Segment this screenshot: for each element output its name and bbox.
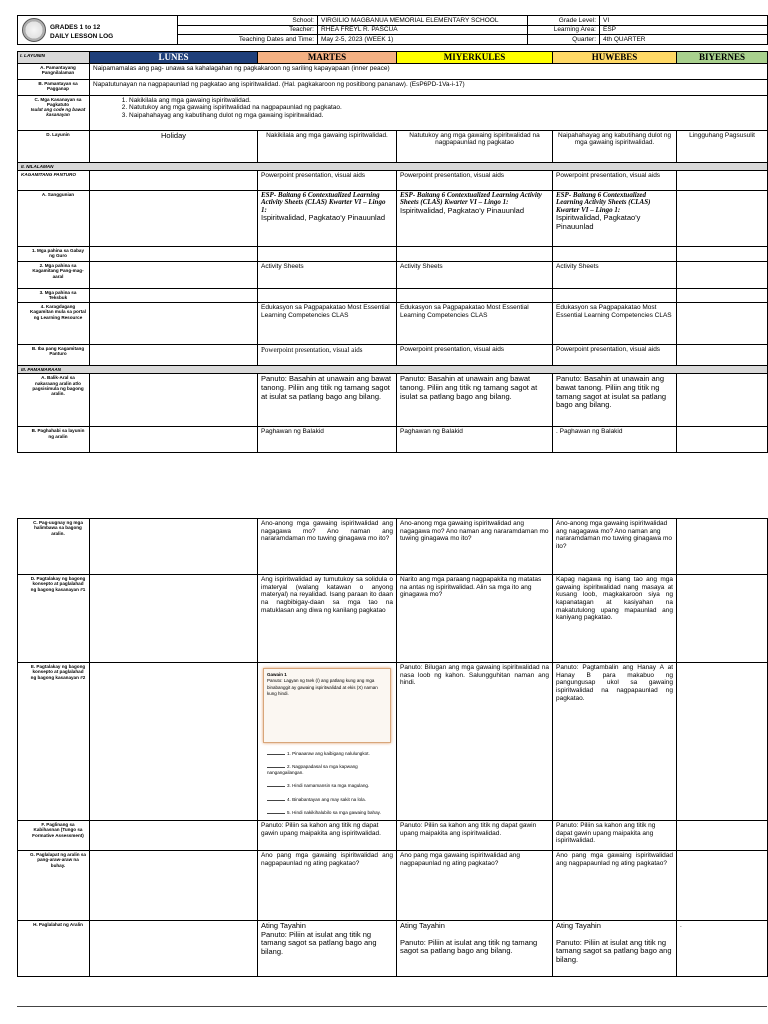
list-item: 2. Natutukoy ang mga gawaing ispiritwalidad na nagpapaunlad ng pagkatao.	[129, 104, 764, 112]
pagtalakay-1-martes: Ang ispiritwalidad ay tumutukoy sa solidula o imateryal (walang katawan o anyong materyal) na reyalidad. Isang paraan ito daan na nagbibigay-daan sa mga tao na matuklasan ang diwa ng kanilang pagkatao	[258, 575, 397, 663]
paglalahat-martes	[258, 921, 397, 977]
worksheet-item: 1. Pinaaaraw ang kaibigang nalulungkot.	[267, 751, 393, 756]
layunin-huwebes: Naipahahayag ang kabutihang dulot ng mga gawaing ispiritwalidad.	[553, 130, 677, 162]
day-miyerkules: MIYERKULES	[397, 52, 553, 64]
tayahin-text: Panuto: Piliin at isulat ang titik ng tamang sagot sa patlang bago ang bilang.	[556, 937, 672, 964]
school-label: School:	[178, 16, 318, 26]
layunin-biyernes: Lingguhang Pagsusulit	[677, 130, 768, 162]
row-label-sanggunian: A. Sanggunian	[18, 191, 90, 247]
teacher-value: RHEA FREYL R. PASCUA	[318, 25, 528, 35]
quarter-value: 4th QUARTER	[600, 35, 768, 45]
iba-pang-kagamitan-martes: Powerpoint presentation, visual aids	[258, 345, 397, 366]
pag-uugnay-martes: Ano-anong mga gawaing ispiritwalidad ang nagagawa mo? Ano naman ang nararamdaman mo tuwing ginagawa mo ito?	[258, 519, 397, 575]
learning-resource-miyerkules: Edukasyon sa Pagpapakatao Most Essential Learning Competencies CLAS	[397, 303, 553, 345]
layunin-martes: Nakikilala ang mga gawaing ispiritwalidad.	[258, 130, 397, 162]
empty-cell	[677, 821, 768, 851]
pagtalakay-2-miyerkules: Panuto: Bilugan ang mga gawaing ispiritwalidad na nasa loob ng kahon. Salungguhitan naman ang hindi.	[397, 663, 553, 821]
empty-cell	[677, 519, 768, 575]
learning-resource-huwebes: Edukasyon sa Pagpapakatao Most Essential Learning Competencies CLAS	[553, 303, 677, 345]
paglalapat-miyerkules: Ano pang mga gawaing ispiritwalidad ang nagpapaunlad ng ating pagkatao?	[397, 851, 553, 921]
empty-cell	[90, 262, 258, 289]
row-label-teksbuk: 3. Mga pahina sa Teksbuk	[18, 289, 90, 303]
empty-cell	[677, 191, 768, 247]
kagamitang-mag-aaral-miyerkules: Activity Sheets	[397, 262, 553, 289]
sanggunian-title: ESP- Baitang 6 Contextualized Learning Activity Sheets (CLAS) Kwarter VI – Lingo 1:	[556, 191, 651, 214]
kasanayan-label: C. Mga Kasanayan sa Pagkatuto	[34, 96, 82, 107]
balik-aral-huwebes: Panuto: Basahin at unawain ang bawat tanong. Piliin ang titik ng tamang sagot at isulat sa patlang bago ang bilang.	[553, 374, 677, 427]
dates-value: May 2-5, 2023 (WEEK 1)	[318, 35, 528, 45]
title-grades: GRADES 1 to 12	[50, 24, 101, 31]
worksheet-item: 4. Binabantayan ang may sakit na lola.	[267, 797, 393, 802]
layunin-lunes: Holiday	[90, 130, 258, 162]
balik-aral-martes: Panuto: Basahin at unawain ang bawat tanong. Piliin ang titik ng tamang sagot at isulat sa patlang bago ang bilang.	[258, 374, 397, 427]
sanggunian-title: ESP- Baitang 6 Contextualized Learning Activity Sheets (CLAS) Kwarter VI – Lingo 1:	[261, 191, 386, 214]
paglinang-martes: Panuto: Piliin sa kahon ang titik ng dapat gawin upang maipakita ang ispiritwalidad.	[258, 821, 397, 851]
row-label-pagtalakay-2: E. Pagtalakay ng bagong konsepto at paglalahad ng bagong kasanayan #2	[18, 663, 90, 821]
day-lunes: LUNES	[90, 52, 258, 64]
row-label-paglalapat: G. Paglalapat ng aralin sa pang-araw-araw na buhay.	[18, 851, 90, 921]
section-layunin: I. LAYUNIN	[18, 52, 90, 64]
empty-cell	[677, 262, 768, 289]
area-value: ESP	[600, 25, 768, 35]
row-label-pamantayang-pangnilalaman: A. Pamantayang Pangnilalaman	[18, 63, 90, 79]
paglalahat-biyernes: .	[677, 921, 768, 977]
pag-uugnay-huwebes: Ano-anong mga gawaing ispiritwalidad ang nagagawa mo? Ano naman ang nararamdaman mo tuwing ginagawa mo ito?	[553, 519, 677, 575]
row-label-paglalahat: H. Paglalahat ng Aralin	[18, 921, 90, 977]
balik-aral-miyerkules: Panuto: Basahin at unawain ang bawat tanong. Piliin ang titik ng tamang sagot at isulat sa patlang bago ang bilang.	[397, 374, 553, 427]
sanggunian-sub: Ispiritwalidad, Pagkatao'y Pinauunlad	[556, 213, 641, 231]
empty-cell	[90, 821, 258, 851]
empty-cell	[677, 374, 768, 427]
list-item: 1. Nakikilala ang mga gawaing ispiritwalidad.	[129, 97, 764, 105]
kagamitan-martes: Powerpoint presentation, visual aids	[258, 171, 397, 191]
page-divider	[17, 1006, 767, 1007]
row-label-kasanayan	[18, 95, 90, 130]
worksheet-image	[263, 668, 391, 743]
empty-cell	[397, 289, 553, 303]
paglalapat-martes: Ano pang mga gawaing ispiritwalidad ang nagpapaunlad ng ating pagkatao?	[258, 851, 397, 921]
plan-table-1	[17, 51, 768, 453]
learning-resource-martes: Edukasyon sa Pagpapakatao Most Essential Learning Competencies CLAS	[258, 303, 397, 345]
title-dll: DAILY LESSON LOG	[50, 33, 114, 41]
empty-cell	[90, 247, 258, 262]
paglalahat-huwebes	[553, 921, 677, 977]
paglalahat-miyerkules	[397, 921, 553, 977]
empty-cell	[258, 247, 397, 262]
empty-cell	[90, 663, 258, 821]
day-huwebes: HUWEBES	[553, 52, 677, 64]
empty-cell	[553, 247, 677, 262]
list-item: 3. Naipahahayag ang kabutihang dulot ng mga gawaing ispiritwalidad.	[129, 112, 764, 120]
section-pamamaraan: III. PAMAMARAAN	[18, 366, 768, 374]
empty-cell	[677, 289, 768, 303]
empty-cell	[90, 191, 258, 247]
empty-cell	[677, 171, 768, 191]
pagtalakay-2-huwebes: Panuto: Pagtambalin ang Hanay A at Hanay B para makabuo ng pangungusap ukol sa gawaing ispiritwalidad na nagpapaunlad ng pagkatao.	[553, 663, 677, 821]
empty-cell	[90, 345, 258, 366]
kasanayan-list-cell	[90, 95, 768, 130]
empty-cell	[90, 374, 258, 427]
empty-cell	[677, 303, 768, 345]
worksheet-item: 3. Hindi namamansin sa mga magulang.	[267, 783, 393, 788]
empty-cell	[90, 289, 258, 303]
tayahin-text: Panuto: Piliin at isulat ang titik ng tamang sagot sa patlang bago ang bilang.	[400, 937, 538, 956]
kasanayan-list	[93, 97, 764, 120]
grade-value: VI	[600, 16, 768, 26]
tayahin-title: Ating Tayahin	[261, 921, 306, 930]
lesson-log-page-2	[17, 518, 767, 977]
empty-cell	[677, 575, 768, 663]
section-kagamitan: KAGAMITANG PANTURO	[18, 171, 90, 191]
empty-cell	[90, 427, 258, 453]
school-value: VIRGILIO MAGBANUA MEMORIAL ELEMENTARY SCHOOL	[318, 16, 528, 26]
paglinang-miyerkules: Panuto: Piliin sa kahon ang titik ng dapat gawin upang maipakita ang ispiritwalidad.	[397, 821, 553, 851]
sanggunian-title: ESP- Baitang 6 Contextualized Learning Activity Sheets (CLAS) Kwarter VI – Lingo 1:	[400, 191, 542, 207]
sanggunian-sub: Ispiritwalidad, Pagkatao'y Pinauunlad	[400, 205, 525, 215]
pagtalakay-2-martes	[258, 663, 397, 821]
worksheet-instructions: Panuto: Lagyan ng tsek (/) ang patlang kung ang mga binabanggit ay gawaing ispiritwalidad at ekis (X) naman kung hindi.	[267, 678, 378, 696]
worksheet-title: Gawain 1	[267, 672, 287, 677]
sanggunian-martes	[258, 191, 397, 247]
pagtalakay-1-huwebes: Kapag nagawa ng isang tao ang mga gawaing ispiritwalidad nang masaya at kusang loob, magkakaroon siya ng kapanatagan at kasiyahan na makatutulong upang mapaunlad ang kaniyang pagkatao.	[553, 575, 677, 663]
tayahin-title: Ating Tayahin	[400, 921, 445, 930]
empty-cell	[397, 247, 553, 262]
row-label-paghahabi: B. Paghahabi sa layunin ng aralin	[18, 427, 90, 453]
kasanayan-sublabel: Isulat ang code ng bawat kasanayan	[30, 107, 86, 118]
grade-label: Grade Level:	[528, 16, 600, 26]
row-label-balik-aral: A. Balik-Aral sa nakaraang aralin at/o pagsisimula ng bagong aralin.	[18, 374, 90, 427]
kagamitang-mag-aaral-martes: Activity Sheets	[258, 262, 397, 289]
lesson-log-page-1	[17, 15, 767, 453]
row-label-pagtalakay-1: D. Pagtalakay ng bagong konsepto at paglalahad ng bagong kasanayan #1	[18, 575, 90, 663]
empty-cell	[90, 851, 258, 921]
kagamitang-mag-aaral-huwebes: Activity Sheets	[553, 262, 677, 289]
row-label-gabay-guro: 1. Mga pahina sa Gabay ng Guro	[18, 247, 90, 262]
day-martes: MARTES	[258, 52, 397, 64]
empty-cell	[677, 851, 768, 921]
kagamitan-miyerkules: Powerpoint presentation, visual aids	[397, 171, 553, 191]
teacher-label: Teacher:	[178, 25, 318, 35]
empty-cell	[677, 247, 768, 262]
tayahin-title: Ating Tayahin	[556, 921, 601, 930]
deped-seal-icon	[22, 18, 46, 42]
dates-label: Teaching Dates and Time:	[178, 35, 318, 45]
row-label-learning-resource: 4. Karagdagang Kagamitan mula sa portal ng Learning Resource	[18, 303, 90, 345]
paglalapat-huwebes: Ano pang mga gawaing ispiritwalidad ang nagpapaunlad ng ating pagkatao?	[553, 851, 677, 921]
day-biyernes: BIYERNES	[677, 52, 768, 64]
paglinang-huwebes: Panuto: Piliin sa kahon ang titik ng dapat gawin upang maipakita ang ispiritwalidad.	[553, 821, 677, 851]
row-label-pag-uugnay: C. Pag-uugnay ng mga halimbawa sa bagong aralin.	[18, 519, 90, 575]
section-nilalaman: II. NILALAMAN	[18, 162, 768, 170]
sanggunian-sub: Ispiritwalidad, Pagkatao'y Pinauunlad	[261, 213, 386, 223]
area-label: Learning Area:	[528, 25, 600, 35]
row-label-kagamitang-mag-aaral: 2. Mga pahina sa Kagamitang Pang-mag-aaral	[18, 262, 90, 289]
row-label-iba-pang-kagamitan: B. Iba pang Kagamitang Panturo	[18, 345, 90, 366]
empty-cell	[90, 303, 258, 345]
empty-cell	[90, 171, 258, 191]
row-label-pamantayan-pagganap: B. Pamantayan sa Pagganap	[18, 79, 90, 95]
kagamitan-huwebes: Powerpoint presentation, visual aids	[553, 171, 677, 191]
pag-uugnay-miyerkules: Ano-anong mga gawaing ispiritwalidad ang nagagawa mo? Ano naman ang nararamdaman mo tuwing ginagawa mo ito?	[397, 519, 553, 575]
plan-table-2	[17, 518, 768, 977]
empty-cell	[90, 519, 258, 575]
row-label-paglinang: F. Paglinang sa Kabihasnan (Tungo sa Formative Assessment)	[18, 821, 90, 851]
sanggunian-huwebes	[553, 191, 677, 247]
sanggunian-miyerkules	[397, 191, 553, 247]
pamantayan-pagganap-text: Napatutunayan na nagpapaunlad ng pagkatao ang ispiritwalidad. (Hal. pagkakaroon ng positibong pananaw). (EsP6PD-1Va-i-17)	[90, 79, 768, 95]
iba-pang-kagamitan-miyerkules: Powerpoint presentation, visual aids	[397, 345, 553, 366]
empty-cell	[677, 427, 768, 453]
paghahabi-martes: Paghawan ng Balakid	[258, 427, 397, 453]
empty-cell	[677, 663, 768, 821]
layunin-miyerkules: Natutukoy ang mga gawaing ispiritwalidad na nagpapaunlad ng pagkatao	[397, 130, 553, 162]
quarter-label: Quarter:	[528, 35, 600, 45]
tayahin-text: Panuto: Piliin at isulat ang titik ng tamang sagot sa patlang bago ang bilang.	[261, 929, 377, 956]
row-label-layunin: D. Layunin	[18, 130, 90, 162]
worksheet-item: 2. Nagpapadasal sa mga kapwang nangangailangan.	[267, 764, 358, 775]
pamantayang-pangnilalaman-text: Naipamamalas ang pag- unawa sa kahalagahan ng pagkakaroon ng sariling kapayapaan (inner peace)	[90, 63, 768, 79]
empty-cell	[553, 289, 677, 303]
empty-cell	[90, 921, 258, 977]
empty-cell	[90, 575, 258, 663]
worksheet-item: 5. Hindi nakikihalubilo sa mga gawaing bahay.	[267, 810, 393, 815]
paghahabi-huwebes: . Paghawan ng Balakid	[553, 427, 677, 453]
paghahabi-miyerkules: Paghawan ng Balakid	[397, 427, 553, 453]
empty-cell	[677, 345, 768, 366]
pagtalakay-1-miyerkules: Narito ang mga paraang nagpapakita ng matatas na antas ng ispiritwalidad. Alin sa mga ito ang ginagawa mo?	[397, 575, 553, 663]
header-table	[17, 15, 768, 45]
empty-cell	[258, 289, 397, 303]
iba-pang-kagamitan-huwebes: Powerpoint presentation, visual aids	[553, 345, 677, 366]
header-title-cell	[18, 16, 178, 45]
